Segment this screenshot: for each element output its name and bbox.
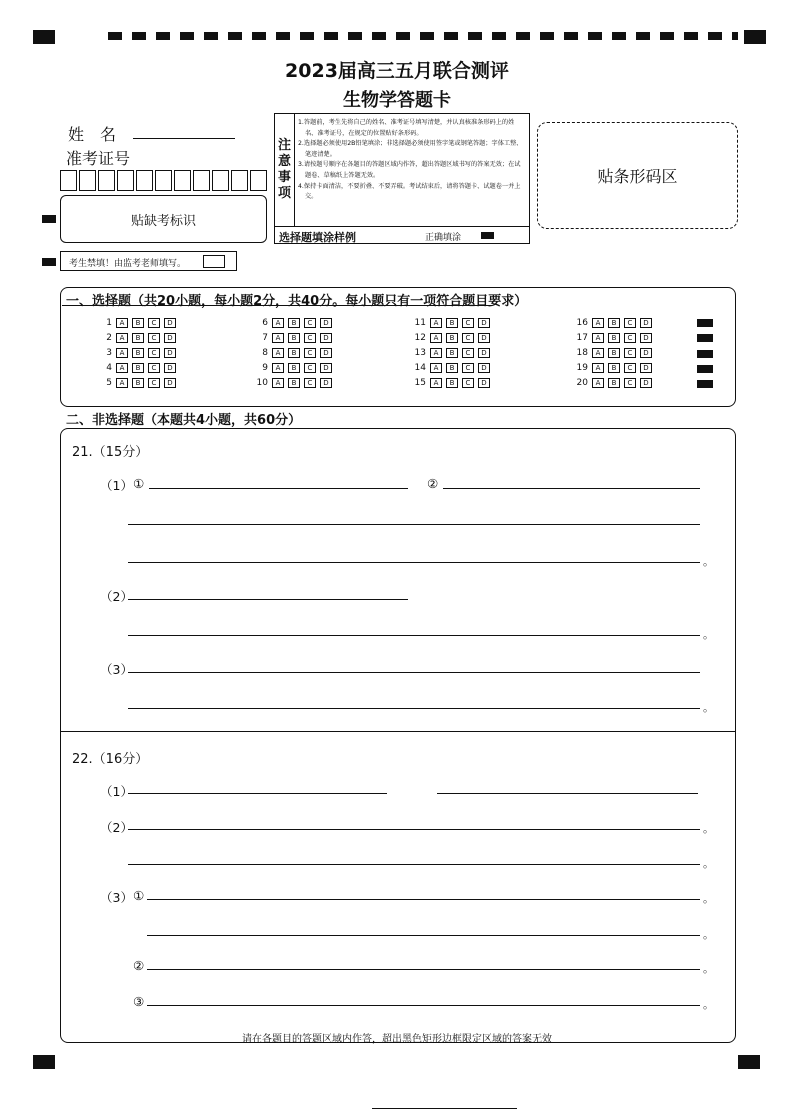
mcq-option-bubble[interactable]: A bbox=[430, 363, 442, 373]
mcq-question-row bbox=[410, 362, 494, 373]
notice-items bbox=[298, 118, 526, 203]
mcq-question-number: 20 bbox=[576, 377, 588, 388]
mcq-option-bubble[interactable]: B bbox=[608, 363, 620, 373]
mcq-question-number: 16 bbox=[576, 317, 588, 328]
timing-dash-row bbox=[108, 32, 738, 40]
q22-part2-label: （2） bbox=[100, 820, 133, 835]
mcq-question-number: 15 bbox=[414, 377, 426, 388]
period-mark: 。 bbox=[703, 628, 714, 641]
answer-divider bbox=[61, 731, 735, 732]
mcq-option-bubble[interactable]: C bbox=[148, 333, 160, 343]
mcq-option-bubble[interactable]: B bbox=[446, 378, 458, 388]
proctor-box bbox=[60, 251, 237, 271]
q22-circle3: ③ bbox=[133, 994, 145, 1009]
period-mark: 。 bbox=[703, 928, 714, 941]
q21-answer-line[interactable] bbox=[128, 524, 700, 525]
notice-item: 4.保持卡面清洁，不要折叠、不要弄破。考试结束后，请将答题卡、试题卷一并上交。 bbox=[298, 182, 521, 201]
mcq-option-bubble[interactable]: B bbox=[608, 348, 620, 358]
mcq-option-bubble[interactable]: C bbox=[462, 318, 474, 328]
mcq-option-bubble[interactable]: A bbox=[430, 348, 442, 358]
mcq-option-bubble[interactable]: D bbox=[320, 363, 332, 373]
mcq-timing-mark bbox=[697, 365, 713, 373]
absent-side-mark bbox=[42, 215, 56, 223]
mcq-option-bubble[interactable]: A bbox=[116, 378, 128, 388]
mcq-option-bubble[interactable]: B bbox=[288, 318, 300, 328]
mcq-question-row bbox=[252, 332, 336, 343]
mcq-option-bubble[interactable]: B bbox=[132, 378, 144, 388]
corner-mark-bottom-left bbox=[33, 1055, 55, 1069]
proctor-side-mark bbox=[42, 258, 56, 266]
mcq-option-bubble[interactable]: D bbox=[478, 363, 490, 373]
correct-fill-label: 正确填涂 bbox=[425, 233, 462, 243]
section1-heading-line bbox=[62, 305, 492, 306]
fill-sample-label: 选择题填涂样例 bbox=[279, 231, 356, 244]
mcq-option-bubble[interactable]: A bbox=[116, 348, 128, 358]
mcq-question-number: 7 bbox=[262, 332, 268, 343]
mcq-option-bubble[interactable]: C bbox=[462, 363, 474, 373]
q22-answer-line[interactable] bbox=[147, 969, 700, 970]
corner-mark-top-right bbox=[744, 30, 766, 44]
mcq-option-bubble[interactable]: B bbox=[288, 363, 300, 373]
mcq-option-bubble[interactable]: C bbox=[624, 378, 636, 388]
q22-answer-line[interactable] bbox=[147, 1005, 700, 1006]
exam-id-boxes[interactable] bbox=[60, 170, 269, 191]
mcq-question-row bbox=[96, 347, 180, 358]
q22-answer-line[interactable] bbox=[128, 793, 387, 794]
mcq-question-row bbox=[410, 332, 494, 343]
mcq-question-row bbox=[96, 377, 180, 388]
exam-subtitle: 生物学答题卡 bbox=[343, 90, 451, 111]
mcq-question-number: 17 bbox=[576, 332, 588, 343]
mcq-option-bubble[interactable]: D bbox=[640, 333, 652, 343]
mcq-question-number: 2 bbox=[106, 332, 112, 343]
mcq-option-bubble[interactable]: C bbox=[148, 363, 160, 373]
notice-item: 2.选择题必须使用2B铅笔填涂；非选择题必须使用签字笔或钢笔答题；字体工整、笔迹清楚。 bbox=[298, 140, 523, 158]
mcq-option-bubble[interactable]: C bbox=[462, 378, 474, 388]
mcq-option-bubble[interactable]: C bbox=[148, 348, 160, 358]
proctor-fill-box[interactable] bbox=[203, 255, 225, 268]
period-mark: 。 bbox=[703, 701, 714, 714]
barcode-label: 贴条形码区 bbox=[597, 167, 678, 186]
mcq-question-row bbox=[96, 332, 180, 343]
corner-mark-top-left bbox=[33, 30, 55, 44]
notice-item: 3.请按题号顺序在各题目的答题区域内作答，超出答题区域书写的答案无效；在试题卷、草稿纸上答题无效。 bbox=[298, 161, 521, 179]
page-bottom-line bbox=[372, 1108, 517, 1109]
mcq-option-bubble[interactable]: B bbox=[446, 318, 458, 328]
mcq-timing-mark bbox=[697, 319, 713, 327]
mcq-question-number: 13 bbox=[414, 347, 426, 358]
mcq-question-number: 18 bbox=[576, 347, 588, 358]
mcq-option-bubble[interactable]: C bbox=[304, 378, 316, 388]
mcq-option-bubble[interactable]: D bbox=[640, 363, 652, 373]
mcq-question-number: 12 bbox=[414, 332, 426, 343]
mcq-option-bubble[interactable]: C bbox=[148, 318, 160, 328]
mcq-option-bubble[interactable]: B bbox=[608, 378, 620, 388]
mcq-question-number: 8 bbox=[262, 347, 268, 358]
mcq-option-bubble[interactable]: C bbox=[304, 318, 316, 328]
mcq-question-number: 4 bbox=[106, 362, 112, 373]
period-mark: 。 bbox=[703, 998, 714, 1011]
mcq-option-bubble[interactable]: C bbox=[462, 333, 474, 343]
period-mark: 。 bbox=[703, 555, 714, 568]
mcq-question-row bbox=[572, 362, 656, 373]
q21-answer-line[interactable] bbox=[128, 562, 700, 563]
mcq-question-row bbox=[410, 347, 494, 358]
mcq-option-bubble[interactable]: D bbox=[164, 333, 176, 343]
exam-title: 2023届高三五月联合测评 bbox=[285, 60, 509, 82]
mcq-option-bubble[interactable]: C bbox=[462, 348, 474, 358]
q21-title: 21.（15分） bbox=[72, 445, 149, 460]
mcq-option-bubble[interactable]: D bbox=[478, 348, 490, 358]
q21-answer-line[interactable] bbox=[149, 488, 408, 489]
mcq-option-bubble[interactable]: D bbox=[320, 318, 332, 328]
mcq-option-bubble[interactable]: D bbox=[478, 318, 490, 328]
mcq-option-bubble[interactable]: D bbox=[164, 318, 176, 328]
absent-sticker-label: 贴缺考标识 bbox=[130, 213, 196, 229]
mcq-option-bubble[interactable]: C bbox=[304, 348, 316, 358]
q21-part1-label: （1） bbox=[100, 478, 133, 493]
q21-answer-line[interactable] bbox=[128, 708, 700, 709]
q21-answer-line[interactable] bbox=[128, 635, 700, 636]
exam-id-label: 准考证号 bbox=[66, 149, 131, 168]
mcq-question-row bbox=[572, 317, 656, 328]
mcq-option-bubble[interactable]: A bbox=[430, 333, 442, 343]
absent-sticker-area[interactable] bbox=[60, 195, 267, 243]
notice-box bbox=[274, 113, 530, 244]
mcq-question-number: 1 bbox=[106, 317, 112, 328]
mcq-option-bubble[interactable]: D bbox=[320, 348, 332, 358]
mcq-option-bubble[interactable]: A bbox=[592, 378, 604, 388]
mcq-question-row bbox=[252, 347, 336, 358]
answer-section bbox=[60, 428, 736, 1043]
mcq-option-bubble[interactable]: D bbox=[320, 378, 332, 388]
mcq-option-bubble[interactable]: B bbox=[288, 348, 300, 358]
mcq-option-bubble[interactable]: A bbox=[430, 318, 442, 328]
q22-title: 22.（16分） bbox=[72, 752, 149, 767]
mcq-question-number: 19 bbox=[576, 362, 588, 373]
mcq-option-bubble[interactable]: B bbox=[132, 348, 144, 358]
mcq-option-bubble[interactable]: D bbox=[164, 348, 176, 358]
mcq-question-number: 14 bbox=[414, 362, 426, 373]
q21-part2-label: （2） bbox=[100, 589, 133, 604]
mcq-option-bubble[interactable]: B bbox=[132, 333, 144, 343]
mcq-option-bubble[interactable]: D bbox=[320, 333, 332, 343]
q21-circle1: ① bbox=[133, 476, 145, 491]
mcq-option-bubble[interactable]: A bbox=[430, 378, 442, 388]
mcq-option-bubble[interactable]: D bbox=[478, 333, 490, 343]
mcq-question-number: 3 bbox=[106, 347, 112, 358]
mcq-option-bubble[interactable]: C bbox=[624, 318, 636, 328]
mcq-option-bubble[interactable]: A bbox=[116, 333, 128, 343]
period-mark: 。 bbox=[703, 892, 714, 905]
mcq-option-bubble[interactable]: C bbox=[624, 363, 636, 373]
mcq-option-bubble[interactable]: B bbox=[446, 333, 458, 343]
mcq-option-bubble[interactable]: A bbox=[272, 363, 284, 373]
mcq-option-bubble[interactable]: C bbox=[304, 333, 316, 343]
mcq-option-bubble[interactable]: B bbox=[608, 318, 620, 328]
q21-part3-label: （3） bbox=[100, 662, 133, 677]
mcq-question-row bbox=[252, 317, 336, 328]
mcq-option-bubble[interactable]: D bbox=[640, 348, 652, 358]
q22-answer-line[interactable] bbox=[128, 829, 700, 830]
q22-answer-line[interactable] bbox=[128, 864, 700, 865]
mcq-option-bubble[interactable]: A bbox=[592, 333, 604, 343]
correct-fill-sample bbox=[481, 232, 494, 239]
q21-answer-line[interactable] bbox=[128, 599, 408, 600]
period-mark: 。 bbox=[703, 962, 714, 975]
q22-circle1: ① bbox=[133, 888, 145, 903]
mcq-option-bubble[interactable]: C bbox=[624, 348, 636, 358]
q21-answer-line[interactable] bbox=[128, 672, 700, 673]
mcq-option-bubble[interactable]: A bbox=[592, 348, 604, 358]
mcq-question-number: 10 bbox=[256, 377, 268, 388]
mcq-option-bubble[interactable]: C bbox=[148, 378, 160, 388]
mcq-option-bubble[interactable]: A bbox=[272, 348, 284, 358]
period-mark: 。 bbox=[703, 857, 714, 870]
mcq-question-row bbox=[572, 347, 656, 358]
name-field[interactable] bbox=[133, 138, 235, 139]
q22-answer-line[interactable] bbox=[147, 935, 700, 936]
q22-answer-line[interactable] bbox=[437, 793, 698, 794]
mcq-question-number: 9 bbox=[262, 362, 268, 373]
mcq-option-bubble[interactable]: C bbox=[624, 333, 636, 343]
q22-part3-label: （3） bbox=[100, 890, 133, 905]
notice-heading: 注 意 事 项 bbox=[275, 114, 295, 226]
mcq-question-row bbox=[96, 362, 180, 373]
mcq-option-bubble[interactable]: B bbox=[288, 333, 300, 343]
q21-answer-line[interactable] bbox=[443, 488, 700, 489]
mcq-option-bubble[interactable]: C bbox=[304, 363, 316, 373]
mcq-option-bubble[interactable]: D bbox=[640, 378, 652, 388]
mcq-timing-mark bbox=[697, 334, 713, 342]
period-mark: 。 bbox=[703, 822, 714, 835]
mcq-option-bubble[interactable]: B bbox=[132, 318, 144, 328]
mcq-question-number: 6 bbox=[262, 317, 268, 328]
mcq-option-bubble[interactable]: B bbox=[608, 333, 620, 343]
mcq-option-bubble[interactable]: A bbox=[116, 318, 128, 328]
mcq-option-bubble[interactable]: D bbox=[164, 378, 176, 388]
mcq-question-row bbox=[572, 377, 656, 388]
mcq-question-number: 11 bbox=[414, 317, 426, 328]
mcq-option-bubble[interactable]: A bbox=[272, 318, 284, 328]
proctor-note: 考生禁填！由监考老师填写。 bbox=[69, 259, 187, 269]
mcq-question-row bbox=[410, 317, 494, 328]
section2-heading: 二、非选择题（本题共4小题，共60分） bbox=[66, 413, 302, 428]
q22-circle2: ② bbox=[133, 958, 145, 973]
mcq-option-bubble[interactable]: A bbox=[272, 378, 284, 388]
mcq-option-bubble[interactable]: A bbox=[116, 363, 128, 373]
mcq-option-bubble[interactable]: D bbox=[478, 378, 490, 388]
mcq-option-bubble[interactable]: B bbox=[132, 363, 144, 373]
mcq-option-bubble[interactable]: A bbox=[592, 318, 604, 328]
mcq-option-bubble[interactable]: D bbox=[164, 363, 176, 373]
mcq-question-row bbox=[410, 377, 494, 388]
mcq-option-bubble[interactable]: B bbox=[446, 348, 458, 358]
name-label: 姓 名 bbox=[68, 125, 117, 144]
q22-answer-line[interactable] bbox=[147, 899, 700, 900]
fill-sample-row bbox=[275, 226, 529, 244]
footer-note: 请在各题目的答题区域内作答，超出黑色矩形边框限定区域的答案无效 bbox=[242, 1034, 552, 1045]
mcq-option-bubble[interactable]: A bbox=[272, 333, 284, 343]
mcq-option-bubble[interactable]: B bbox=[288, 378, 300, 388]
section1-heading: 一、选择题（共20小题，每小题2分，共40分。每小题只有一项符合题目要求） bbox=[66, 294, 528, 309]
mcq-timing-mark bbox=[697, 350, 713, 358]
corner-mark-bottom-right bbox=[738, 1055, 760, 1069]
barcode-area[interactable] bbox=[537, 122, 738, 229]
mcq-question-row bbox=[572, 332, 656, 343]
mcq-question-row bbox=[252, 377, 336, 388]
mcq-option-bubble[interactable]: D bbox=[640, 318, 652, 328]
q22-part1-label: （1） bbox=[100, 784, 133, 799]
q21-circle2: ② bbox=[427, 476, 439, 491]
mcq-question-number: 5 bbox=[106, 377, 112, 388]
notice-item: 1.答题前，考生先将自己的姓名、准考证号填写清楚，并认真核准条形码上的姓名、准考证号，在规定的位置贴好条形码。 bbox=[298, 119, 515, 137]
mcq-question-row bbox=[252, 362, 336, 373]
mcq-option-bubble[interactable]: B bbox=[446, 363, 458, 373]
mcq-question-row bbox=[96, 317, 180, 328]
mcq-timing-mark bbox=[697, 380, 713, 388]
mcq-option-bubble[interactable]: A bbox=[592, 363, 604, 373]
